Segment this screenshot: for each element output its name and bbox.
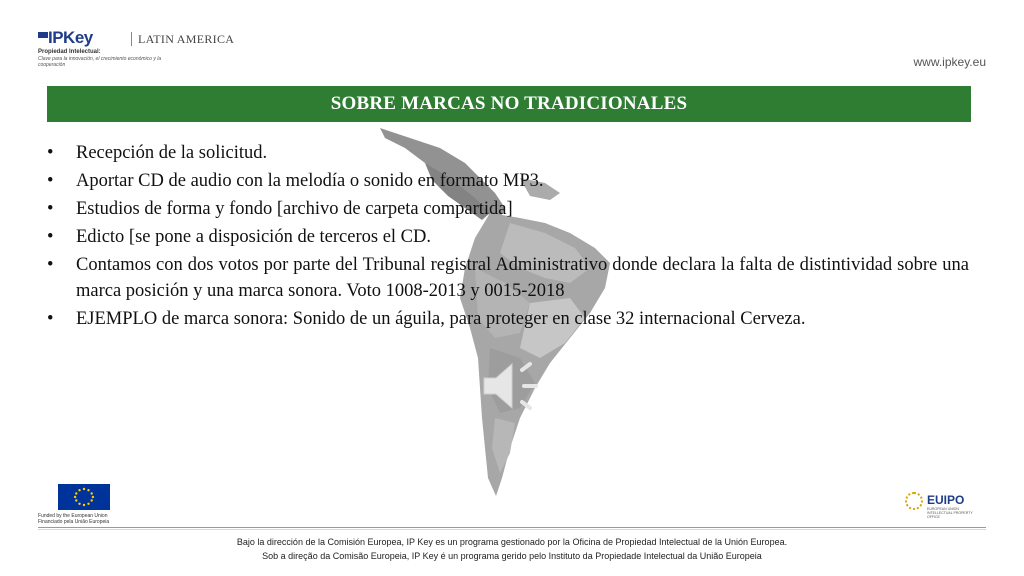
bullet-text: Aportar CD de audio con la melodía o sonido en formato MP3. [76, 171, 544, 191]
bullet-marker: • [47, 199, 54, 219]
logo-region: LATIN AMERICA [138, 32, 235, 46]
logo-subtitle: Clave para la innovación, el crecimiento económico y la cooperación [38, 56, 162, 68]
bullet-text: Edicto [se pone a disposición de terceros el CD. [76, 227, 431, 247]
bullet-item [47, 224, 969, 250]
bullet-marker: • [47, 227, 54, 247]
bullet-item [47, 168, 969, 194]
eu-funding-en: Funded by the European Union [38, 513, 108, 519]
euipo-subtitle: EUROPEAN UNION INTELLECTUAL PROPERTY OFFICE [927, 507, 973, 519]
footer-text-es: Bajo la dirección de la Comisión Europea, IP Key es un programa gestionado por la Oficina de Propiedad Intelectual de la Unión Europea. [236, 537, 788, 547]
euipo-logo [905, 490, 985, 518]
euipo-stars-icon [905, 492, 923, 510]
slide-title-banner [47, 86, 971, 122]
bullet-marker: • [47, 171, 54, 191]
bullet-item [47, 252, 969, 304]
slide-title: SOBRE MARCAS NO TRADICIONALES [330, 93, 688, 114]
logo-separator [131, 32, 132, 46]
speaker-icon[interactable] [478, 356, 548, 416]
bullet-text: Estudios de forma y fondo [archivo de carpeta compartida] [76, 199, 513, 219]
bullet-marker: • [47, 143, 54, 163]
eu-funding-text [38, 513, 109, 525]
bullet-text: EJEMPLO de marca sonora: Sonido de un águila, para proteger en clase 32 internacional Cerveza. [76, 309, 806, 329]
euipo-name: EUIPO [927, 493, 965, 507]
bullet-marker: • [47, 309, 54, 329]
bullet-text: Recepción de la solicitud. [76, 143, 268, 163]
ipkey-logo-text: IPKey [48, 28, 93, 47]
eu-flag-icon [58, 484, 110, 510]
eu-funding-pt: Financiado pela União Europeia [38, 519, 110, 525]
footer-text-pt: Sob a direção da Comisão Europeia, IP Key é un programa gerido pelo Instituto da Propiedade Intelectual da União Europeia [262, 551, 762, 561]
bullet-text: Contamos con dos votos por parte del Tribunal registral Administrativo donde declara la falta de distintividad sobre una marca posición y una marca sonora. Voto 1008-2013 y 0015-2018 [76, 255, 969, 301]
bullet-item [47, 306, 969, 332]
bullet-marker: • [47, 255, 54, 275]
bullet-list [47, 140, 969, 334]
eu-funding-logo [38, 484, 158, 528]
ipkey-logo [38, 30, 238, 70]
website-link[interactable]: www.ipkey.eu [913, 55, 986, 69]
logo-tagline: Propiedad Intelectual: [38, 49, 101, 55]
bullet-item [47, 196, 969, 222]
footer-divider [38, 527, 986, 528]
ipkey-logo-mark [38, 32, 48, 38]
footer-divider-light [38, 529, 986, 530]
bullet-item [47, 140, 969, 166]
